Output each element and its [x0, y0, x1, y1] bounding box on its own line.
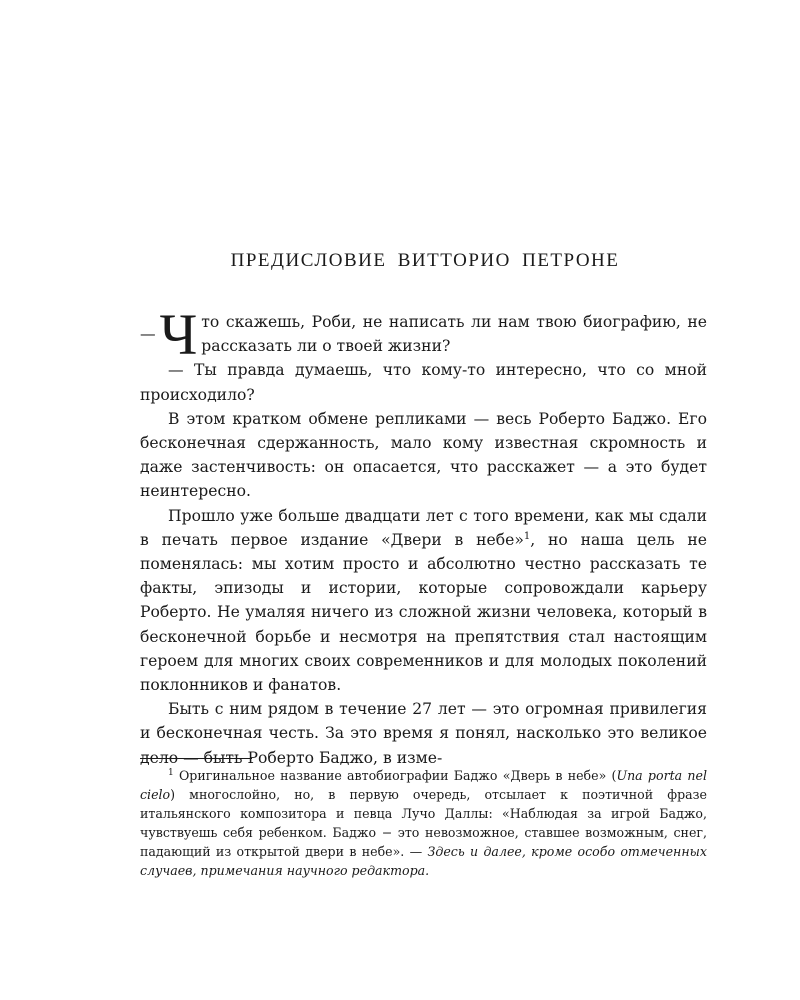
body-text [140, 302, 707, 770]
paragraph-2: — Ты правда думаешь, что кому-то интересно, что со мной происходило? [140, 361, 707, 404]
footnote-number: 1 [168, 767, 174, 778]
paragraph-1 [140, 302, 707, 367]
paragraph-4-text-start: Прошло уже больше двадцати лет с того времени, как мы сдали в печать первое издание «Двери в небе» [140, 506, 707, 549]
paragraph-1-text: то скажешь, Роби, не написать ли нам твою биографию, не рассказать ли о твоей жизни? [201, 313, 707, 356]
dialogue-dash: — [140, 325, 156, 343]
paragraph-4-text-end: , но наша цель не поменялась: мы хотим просто и абсолютно честно рассказать те факты, эпизоды и истории, которые сопровождали карьеру Роберто. Не умаляя ничего из сложной жизни человека, который в бесконечной борьбе и несмотря на препятствия стал настоящим героем для многих своих современников и для молодых поколений поклонников и фанатов. [140, 530, 707, 695]
chapter-heading: ПРЕДИСЛОВИЕ ВИТТОРИО ПЕТРОНЕ [230, 250, 620, 271]
footnote-italic-title: Una porta nel cielo [140, 768, 707, 802]
footnote-italic-note: Здесь и далее, кроме особо отмеченных случаев, примечания научного редактора. [140, 844, 707, 878]
footnote [140, 766, 707, 880]
drop-cap: Ч [159, 302, 198, 367]
footnote-separator [140, 758, 252, 759]
paragraph-4 [140, 504, 707, 698]
paragraph-5: Быть с ним рядом в течение 27 лет — это огромная привилегия и бесконечная честь. За это время я понял, насколько это великое дело — быть Роберто Баджо, в изме- [140, 700, 707, 767]
footnote-reference[interactable]: 1 [523, 530, 531, 542]
footnote-text-a: Оригинальное название автобиографии Баджо «Дверь в небе» ( [173, 768, 617, 783]
footnote-text-b: ) многослойно, но, в первую очередь, отсылает к поэтичной фразе итальянского композитора и певца Лучо Даллы: «Наблюдая за игрой Баджо, чувствуешь себя ребенком. Баджо − это невозможное, ставшее возможным, снег, падающий из открытой двери в небе». — [140, 787, 707, 859]
paragraph-3: В этом кратком обмене репликами — весь Роберто Баджо. Его бесконечная сдержанность, мало кому известная скромность и даже застенчивость: он опасается, что расскажет — а это будет неинтересно. [140, 409, 707, 501]
